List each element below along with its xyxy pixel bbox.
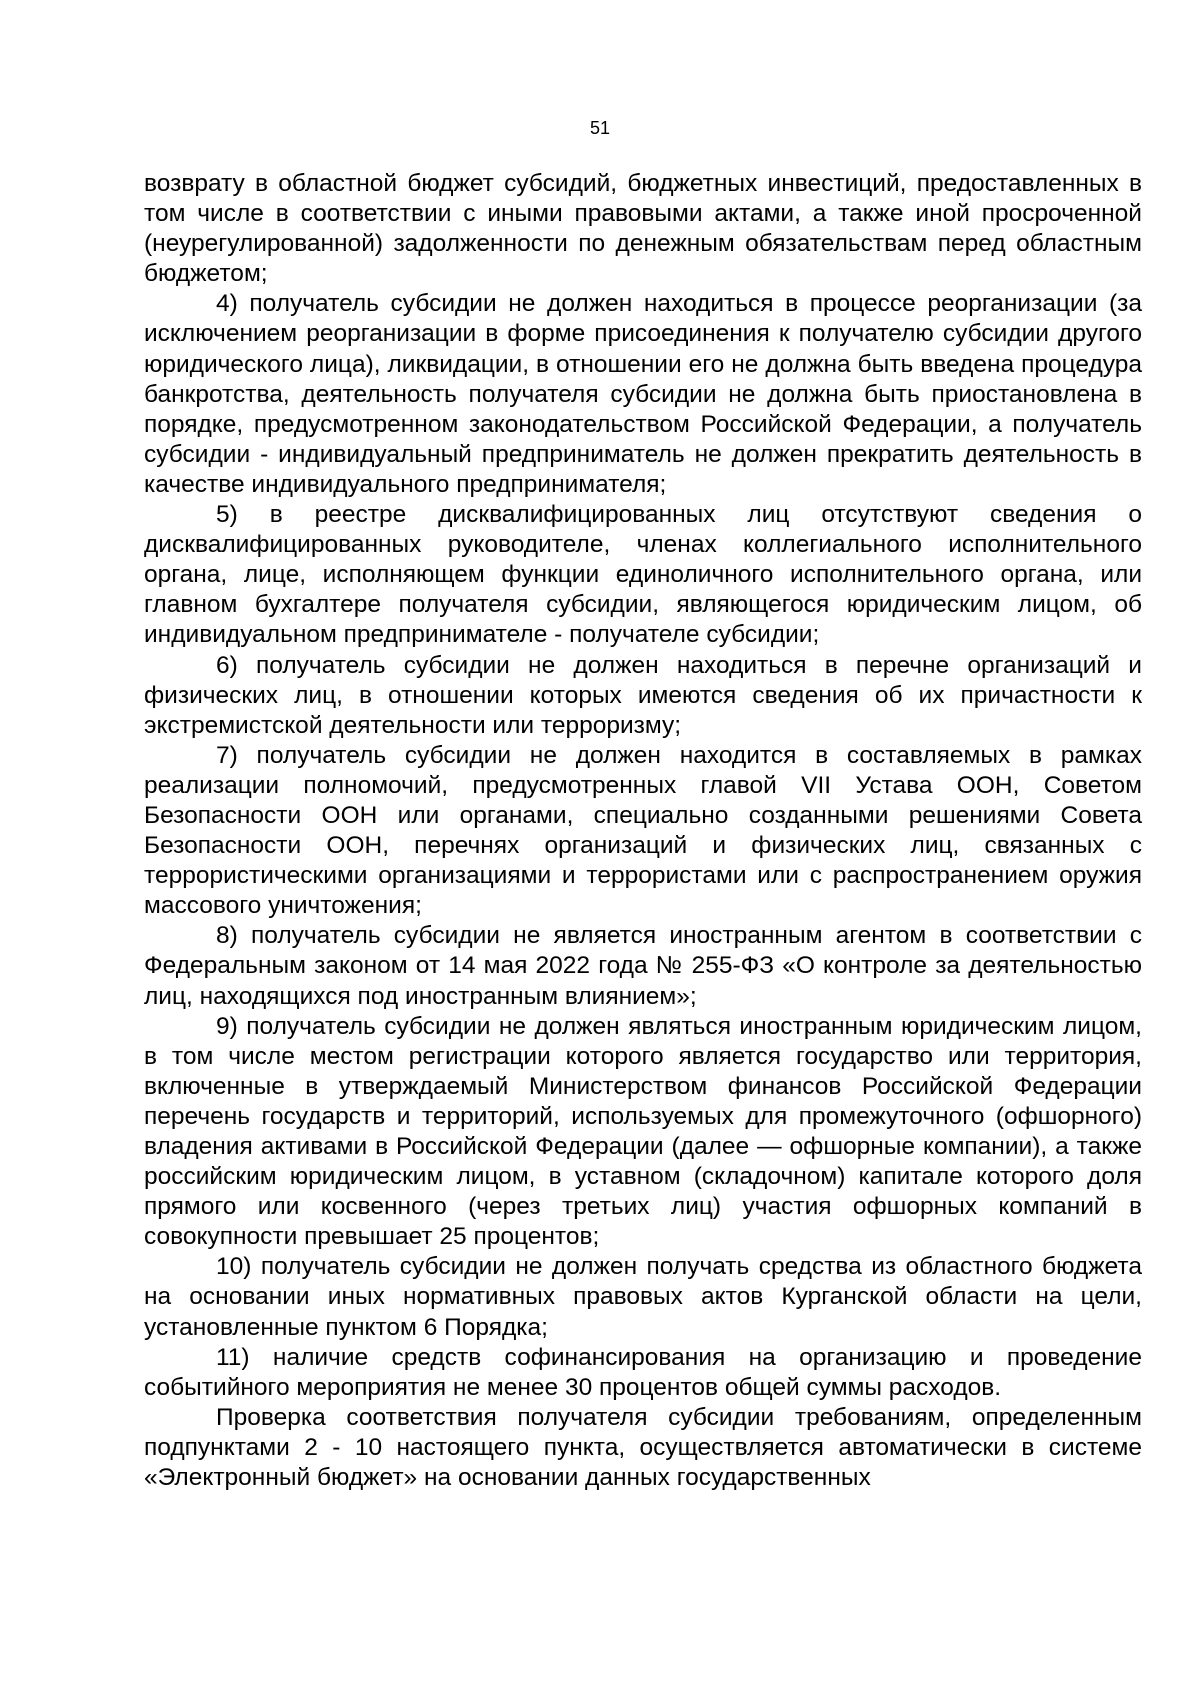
paragraph-item-9: 9) получатель субсидии не должен являться иностранным юридическим лицом, в том числе местом регистрации которого является государство или территория, включенные в утверждаемый Министерством финансов Российской Федерации перечень государств и территорий, используемых для промежуточного (офшорного) владения активами в Российской Федерации (далее — офшорные компании), а также российским юридическим лицом, в уставном (складочном) капитале которого доля прямого или косвенного (через третьих лиц) участия офшорных компаний в совокупности превышает 25 процентов; — [144, 1012, 1142, 1251]
paragraph-item-4: 4) получатель субсидии не должен находиться в процессе реорганизации (за исключением реорганизации в форме присоединения к получателю субсидии другого юридического лица), ликвидации, в отношении его не должна быть введена процедура банкротства, деятельность получателя субсидии не должна быть приостановлена в порядке, предусмотренном законодательством Российской Федерации, а получатель субсидии - индивидуальный предприниматель не должен прекратить деятельность в качестве индивидуального предпринимателя; — [144, 290, 1142, 498]
paragraph-item-8: 8) получатель субсидии не является иностранным агентом в соответствии с Федеральным законом от 14 мая 2022 года № 255-ФЗ «О контроле за деятельностью лиц, находящихся под иностранным влиянием»; — [144, 922, 1142, 1010]
paragraph-item-7: 7) получатель субсидии не должен находится в составляемых в рамках реализации полномочий, предусмотренных главой VII Устава ООН, Советом Безопасности ООН или органами, специально созданными решениями Совета Безопасности ООН, перечнях организаций и физических лиц, связанных с террористическими организациями и террористами или с распространением оружия массового уничтожения; — [144, 741, 1142, 920]
paragraph-item-6: 6) получатель субсидии не должен находиться в перечне организаций и физических лиц, в отношении которых имеются сведения об их причастности к экстремистской деятельности или терроризму; — [144, 651, 1142, 739]
paragraph-item-11: 11) наличие средств софинансирования на организацию и проведение событийного мероприятия не менее 30 процентов общей суммы расходов. — [144, 1343, 1142, 1401]
paragraph-verification: Проверка соответствия получателя субсидии требованиям, определенным подпунктами 2 - 10 настоящего пункта, осуществляется автоматически в системе «Электронный бюджет» на основании данных государственных — [144, 1403, 1142, 1492]
paragraph-item-10: 10) получатель субсидии не должен получать средства из областного бюджета на основании иных нормативных правовых актов Курганской области на цели, установленные пунктом 6 Порядка; — [144, 1253, 1142, 1341]
document-body — [144, 169, 1142, 1493]
page-number: 51 — [589, 118, 611, 138]
paragraph-continuation: возврату в областной бюджет субсидий, бюджетных инвестиций, предоставленных в том числе в соответствии с иными правовыми актами, а также иной просроченной (неурегулированной) задолженности по денежным обязательствам перед областным бюджетом; — [144, 170, 1142, 288]
paragraph-item-5: 5) в реестре дисквалифицированных лиц отсутствуют сведения о дисквалифицированных руководителе, членах коллегиального исполнительного органа, лице, исполняющем функции единоличного исполнительного органа, или главном бухгалтере получателя субсидии, являющегося юридическим лицом, об индивидуальном предпринимателе - получателе субсидии; — [144, 501, 1142, 649]
